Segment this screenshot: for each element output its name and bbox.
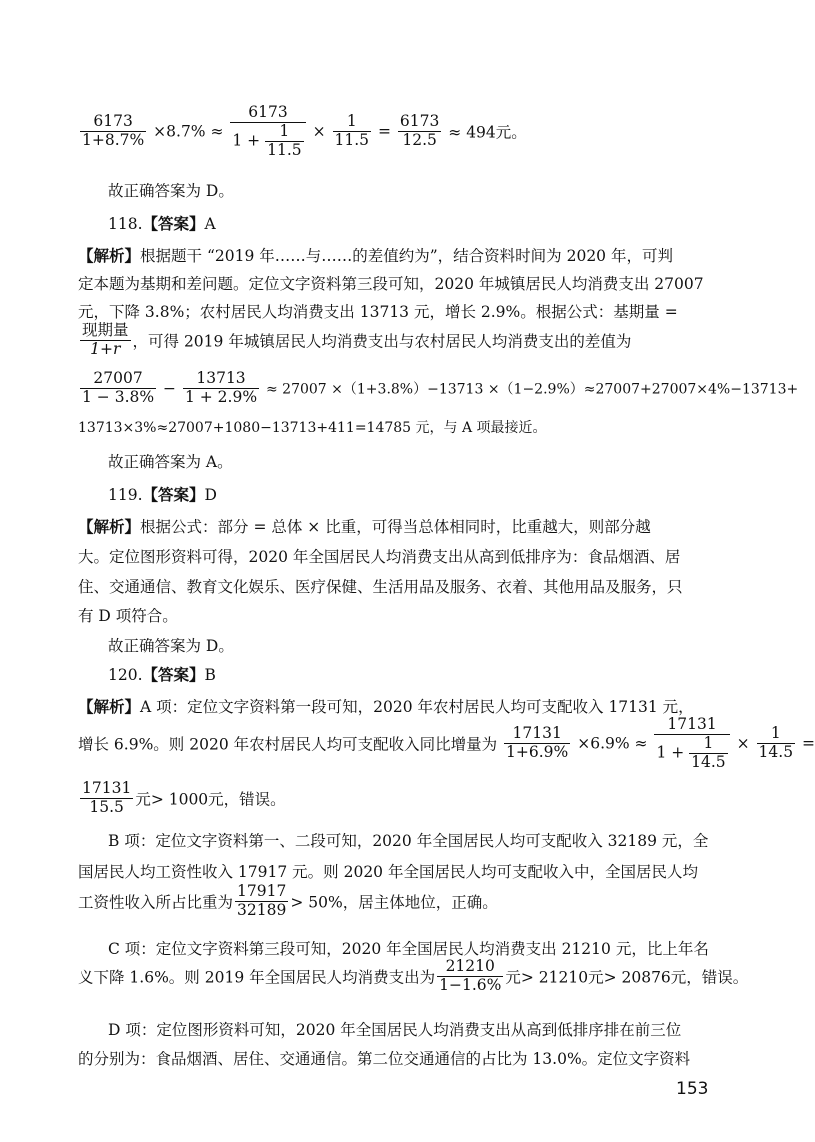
fraction: $\frac{1}{11.5}$ (267, 121, 302, 159)
fraction: $\frac{6173}{1+8.7\%}$ (82, 112, 145, 150)
q120-a-result-line: $\frac{17131}{15.5}$ 元> 1000元，错误。 (82, 779, 286, 816)
q117-conclusion: 故正确答案为 D。 (108, 182, 234, 200)
q120-d-line: 的分别为：食品烟酒、居住、交通通信。第二位交通通信的占比为 13.0%。定位文字资料 (78, 1050, 691, 1068)
fraction: $\frac{13713}{1 + 2.9\%}$ (184, 369, 258, 406)
q118-analysis-line: 【解析】根据题干 “2019 年……与……的差值约为”，结合资料时间为 2020 年，可判 (78, 246, 673, 265)
fraction: $\frac{17917}{32189}$ (237, 882, 287, 919)
q120-b-line: 国居民人均工资性收入 17917 元。则 2020 年全国居民人均可支配收入中，全国居民人均 (78, 863, 698, 881)
fraction: $\frac{1}{14.5}$ (758, 724, 794, 762)
page-number: 153 (676, 1079, 709, 1099)
fraction: $\frac{21210}{1-1.6\%}$ (439, 957, 502, 994)
fraction: $\frac{17131}{1+6.9\%}$ (506, 724, 569, 762)
q118-answer: 118.【答案】A (108, 214, 216, 233)
q118-analysis-line: 13713×3%≈27007+1080−13713+411=14785 元，与 A 项最接近。 (78, 420, 547, 436)
q119-analysis-line: 有 D 项符合。 (78, 607, 178, 625)
q119-answer: 119.【答案】D (108, 485, 217, 504)
formula-top: $\frac{6173}{1+8.7\%}$ ×8.7% ≈ 6173 1 + $\frac{1}{11.5}$ × $\frac{1}{11.5}$ = $\frac{6173}{12.5}$ ≈ 494元。 (82, 103, 527, 159)
fraction: $\frac{1}{11.5}$ (334, 112, 370, 150)
q120-c-formula-line: 义下降 1.6%。则 2019 年全国居民人均消费支出为 $\frac{21210}{1-1.6\%}$ 元> 21210元> 20876元，错误。 (78, 957, 749, 994)
q119-analysis-line: 住、交通通信、教育文化娱乐、医疗保健、生活用品及服务、衣着、其他用品及服务，只 (78, 578, 683, 596)
fraction: $\frac{6173}{12.5}$ (399, 112, 440, 150)
q120-analysis-line: 【解析】A 项：定位文字资料第一段可知，2020 年农村居民人均可支配收入 17131 元， (78, 697, 694, 716)
fraction: 6173 1 + $\frac{1}{11.5}$ (230, 104, 305, 159)
fraction: $\frac{17131}{15.5}$ (82, 779, 132, 816)
q119-analysis-line: 大。定位图形资料可得，2020 年全国居民人均消费支出从高到低排序为：食品烟酒、居 (78, 548, 681, 566)
q120-b-formula-line: 工资性收入所占比重为 $\frac{17917}{32189}$ > 50%，居主体地位，正确。 (78, 882, 498, 919)
q118-conclusion: 故正确答案为 A。 (108, 453, 233, 471)
q118-expression-line: $\frac{27007}{1 - 3.8\%}$ − $\frac{13713}{1 + 2.9\%}$ ≈ 27007 ×（1+3.8%）−13713 ×（1−2.9%）≈27007+27007×4%−13713+ (82, 369, 799, 406)
q120-answer: 120.【答案】B (108, 665, 216, 684)
q118-analysis-line: 定本题为基期和差问题。定位文字资料第三段可知，2020 年城镇居民人均消费支出 27007 (78, 275, 704, 293)
q120-c-line: C 项：定位文字资料第三段可知，2020 年全国居民人均消费支出 21210 元，比上年名 (108, 940, 709, 958)
q120-d-line: D 项：定位图形资料可知，2020 年全国居民人均消费支出从高到低排序排在前三位 (108, 1021, 682, 1039)
q119-analysis-line: 【解析】根据公式：部分 = 总体 × 比重，可得当总体相同时，比重越大，则部分越 (78, 517, 651, 536)
q118-analysis-line: 元，下降 3.8%；农村居民人均消费支出 13713 元，增长 2.9%。根据公式：基期量 = (78, 303, 678, 321)
q118-formula-line: $\frac{\text{现期量}}{1+r}$ ，可得 2019 年城镇居民人均消费支出与农村居民人均消费支出的差值为 (82, 321, 632, 358)
fraction: $\frac{27007}{1 - 3.8\%}$ (82, 369, 155, 406)
fraction: $\frac{\text{现期量}}{1+r}$ (82, 321, 129, 358)
q120-b-line: B 项：定位文字资料第一、二段可知，2020 年全国居民人均可支配收入 32189 元，全 (108, 832, 709, 850)
q119-conclusion: 故正确答案为 D。 (108, 637, 234, 655)
fraction: $\frac{1}{14.5}$ (691, 733, 726, 771)
q120-a-formula-line: 增长 6.9%。则 2020 年农村居民人均可支配收入同比增量为 $\frac{17131}{1+6.9\%}$ ×6.9% ≈ 17131 1 + $\frac{1}{14.5}$ × $\frac{1}{14.5}$ = (78, 715, 815, 771)
fraction: 17131 1 + $\frac{1}{14.5}$ (654, 716, 729, 771)
